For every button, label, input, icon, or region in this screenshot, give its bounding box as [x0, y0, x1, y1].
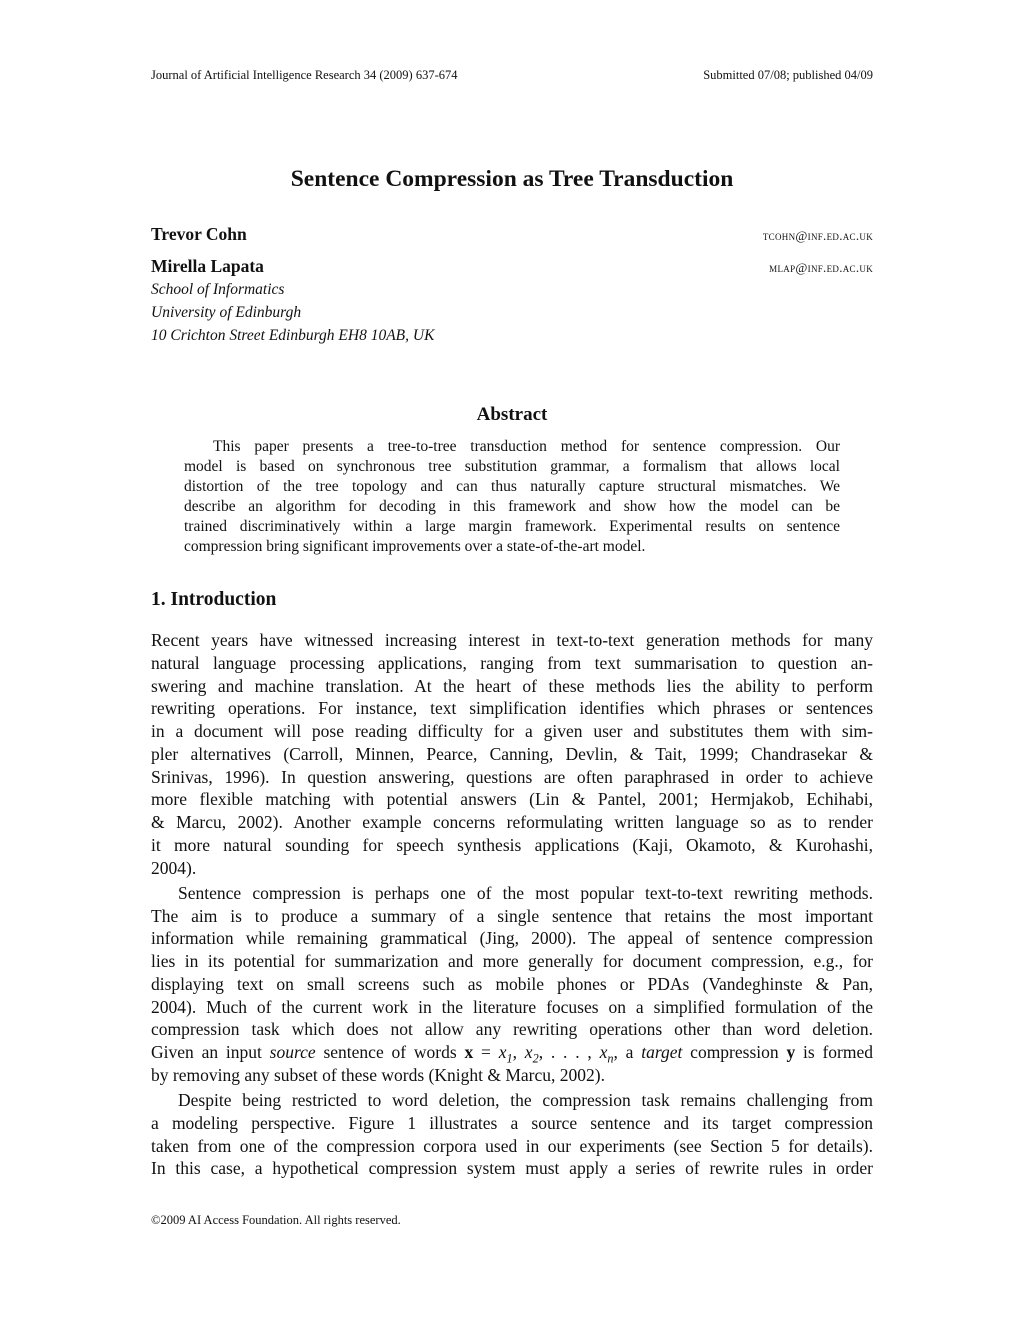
- body-line: compression task which does not allow any rewriting operations other than word deletion.: [151, 1019, 873, 1040]
- affiliation-line: University of Edinburgh: [151, 304, 302, 321]
- body-line: The aim is to produce a summary of a single sentence that retains the most important: [151, 905, 873, 926]
- inline-text: ,: [512, 1042, 525, 1062]
- body-line: information while remaining grammatical (Jing, 2000). The appeal of sentence compression: [151, 928, 873, 949]
- journal-header: Journal of Artificial Intelligence Research 34 (2009) 637-674: [151, 68, 458, 82]
- author-email: mlap@inf.ed.ac.uk: [769, 260, 873, 275]
- inline-text: source: [269, 1042, 316, 1062]
- affiliation-line: School of Informatics: [151, 281, 285, 298]
- abstract-line: distortion of the tree topology and can thus naturally capture structural mismatches. We: [184, 478, 840, 495]
- copyright-footer: ©2009 AI Access Foundation. All rights reserved.: [151, 1213, 401, 1227]
- body-line: lies in its potential for summarization and more generally for document compression, e.g., for: [151, 951, 873, 971]
- inline-text: sentence of words: [315, 1042, 465, 1062]
- body-line: [151, 1042, 873, 1067]
- inline-text: y: [786, 1042, 796, 1062]
- body-line: & Marcu, 2002). Another example concerns reformulating written language so as to render: [151, 812, 873, 832]
- inline-text: x: [498, 1042, 507, 1062]
- body-line: more flexible matching with potential answers (Lin & Pantel, 2001; Hermjakob, Echihabi,: [151, 789, 873, 810]
- author-email: tcohn@inf.ed.ac.uk: [762, 228, 873, 243]
- inline-text: =: [473, 1042, 499, 1062]
- inline-text: x: [524, 1042, 533, 1062]
- inline-text: 1: [506, 1051, 513, 1066]
- body-line: rewriting operations. For instance, text simplification identifies which phrases or sentences: [151, 698, 873, 719]
- body-line: by removing any subset of these words (Knight & Marcu, 2002).: [151, 1064, 605, 1085]
- body-line: Recent years have witnessed increasing interest in text-to-text generation methods for many: [151, 630, 873, 650]
- abstract-line: model is based on synchronous tree substitution grammar, a formalism that allows local: [184, 458, 840, 475]
- body-line: Sentence compression is perhaps one of the most popular text-to-text rewriting methods.: [178, 882, 873, 903]
- body-line: a modeling perspective. Figure 1 illustrates a source sentence and its target compression: [151, 1112, 873, 1133]
- body-line: swering and machine translation. At the heart of these methods lies the ability to perform: [151, 675, 873, 696]
- abstract-line: This paper presents a tree-to-tree transduction method for sentence compression. Our: [213, 438, 840, 455]
- author-name: Trevor Cohn: [151, 224, 247, 244]
- inline-text: is formed: [795, 1042, 873, 1062]
- body-line: Srinivas, 1996). In question answering, questions are often paraphrased in order to achieve: [151, 766, 873, 787]
- body-line: it more natural sounding for speech synthesis applications (Kaji, Okamoto, & Kurohashi,: [151, 834, 873, 855]
- inline-text: Given an input: [151, 1042, 270, 1062]
- abstract-line: trained discriminatively within a large margin framework. Experimental results on sentence: [184, 518, 840, 535]
- paper-title: Sentence Compression as Tree Transduction: [290, 166, 734, 192]
- body-line: displaying text on small screens such as mobile phones or PDAs (Vandeghinste & Pan,: [151, 973, 873, 994]
- inline-text: n: [607, 1051, 614, 1066]
- body-line: Despite being restricted to word deletion, the compression task remains challenging from: [178, 1090, 873, 1110]
- inline-text: , . . . ,: [538, 1042, 600, 1062]
- inline-text: x: [464, 1042, 474, 1062]
- section-heading: 1. Introduction: [151, 589, 277, 610]
- body-line: natural language processing applications, ranging from text summarisation to question an-: [151, 652, 873, 673]
- inline-text: x: [599, 1042, 608, 1062]
- author-name: Mirella Lapata: [151, 256, 264, 276]
- body-line: In this case, a hypothetical compression system must apply a series of rewrite rules in order: [151, 1158, 873, 1179]
- body-line: 2004). Much of the current work in the literature focuses on a simplified formulation of the: [151, 996, 873, 1017]
- abstract-heading: Abstract: [476, 404, 548, 425]
- abstract-line: compression bring significant improvements over a state-of-the-art model.: [184, 538, 646, 555]
- body-line: pler alternatives (Carroll, Minnen, Pearce, Canning, Devlin, & Tait, 1999; Chandrasekar &: [151, 743, 873, 764]
- submission-dates: Submitted 07/08; published 04/09: [703, 68, 873, 82]
- inline-text: , a: [613, 1042, 642, 1062]
- affiliation-line: 10 Crichton Street Edinburgh EH8 10AB, UK: [151, 327, 435, 344]
- inline-text: target: [641, 1042, 683, 1062]
- body-line: in a document will pose reading difficulty for a given user and substitutes them with sim-: [151, 721, 873, 741]
- body-line: taken from one of the compression corpora used in our experiments (see Section 5 for details).: [151, 1135, 873, 1156]
- inline-text: 2: [532, 1051, 539, 1066]
- inline-text: compression: [682, 1042, 787, 1062]
- body-line: 2004).: [151, 857, 197, 878]
- abstract-line: describe an algorithm for decoding in this framework and show how the model can be: [184, 498, 840, 515]
